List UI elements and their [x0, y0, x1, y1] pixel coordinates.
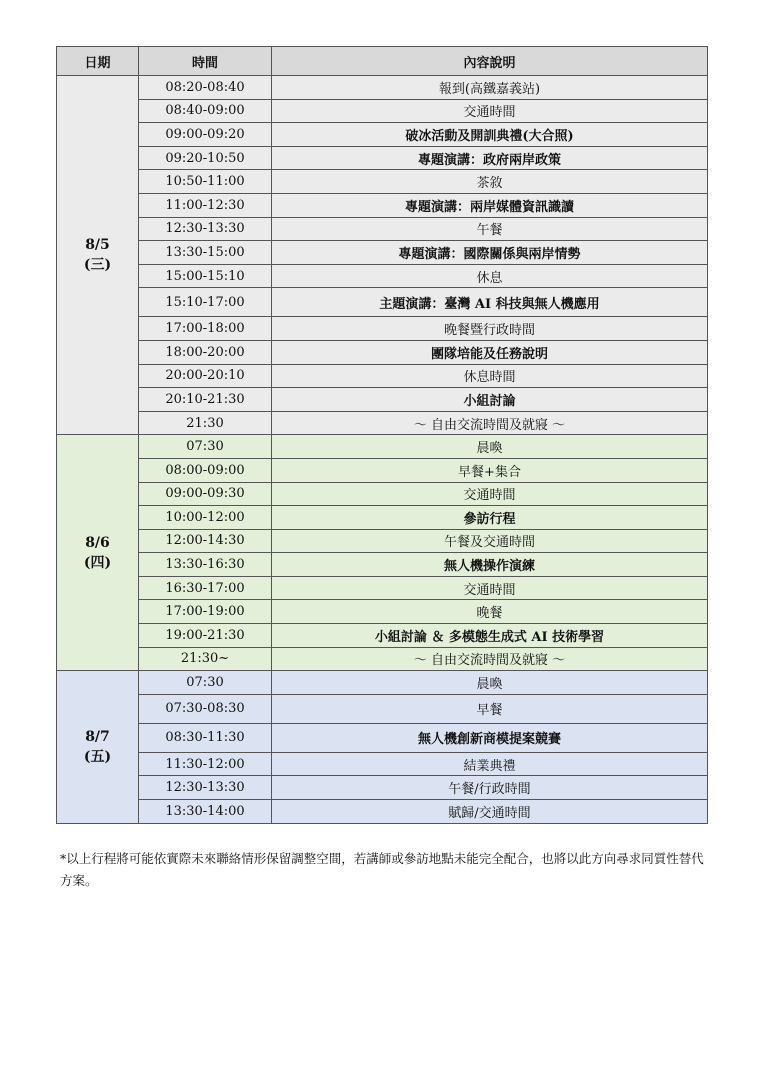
weekday-label: (五)	[83, 748, 112, 765]
time-cell: 12:30-13:30	[139, 217, 272, 241]
table-row	[57, 99, 708, 123]
content-cell: ～ 自由交流時間及就寢 ～	[272, 647, 708, 671]
time-cell: 19:00-21:30	[139, 624, 272, 648]
time-cell: 11:00-12:30	[139, 193, 272, 217]
table-row	[57, 76, 708, 100]
content-cell: 破冰活動及開訓典禮(大合照)	[272, 123, 708, 147]
table-row	[57, 317, 708, 341]
table-row	[57, 647, 708, 671]
time-cell: 21:30~	[139, 647, 272, 671]
table-row	[57, 123, 708, 147]
table-row	[57, 576, 708, 600]
date-label: 8/6	[85, 534, 110, 551]
content-cell: 參訪行程	[272, 506, 708, 530]
table-row	[57, 529, 708, 553]
time-cell: 20:00-20:10	[139, 364, 272, 388]
schedule-body	[57, 76, 708, 824]
time-cell: 12:00-14:30	[139, 529, 272, 553]
time-cell: 08:20-08:40	[139, 76, 272, 100]
table-row	[57, 600, 708, 624]
time-cell: 20:10-21:30	[139, 388, 272, 412]
time-cell: 10:50-11:00	[139, 170, 272, 194]
date-cell	[57, 435, 139, 671]
weekday-label: (四)	[83, 554, 112, 571]
table-row	[57, 752, 708, 776]
content-cell: 午餐/行政時間	[272, 776, 708, 800]
time-cell: 12:30-13:30	[139, 776, 272, 800]
time-cell: 21:30	[139, 411, 272, 435]
content-cell: 晚餐	[272, 600, 708, 624]
table-row	[57, 624, 708, 648]
content-cell: 專題演講：國際關係與兩岸情勢	[272, 241, 708, 265]
schedule-table	[56, 46, 708, 824]
time-cell: 07:30	[139, 671, 272, 695]
date-label: 8/5	[85, 237, 110, 254]
time-cell: 17:00-19:00	[139, 600, 272, 624]
time-cell: 08:00-09:00	[139, 458, 272, 482]
time-cell: 13:30-15:00	[139, 241, 272, 265]
table-row	[57, 435, 708, 459]
table-row	[57, 553, 708, 577]
content-cell: 茶敘	[272, 170, 708, 194]
content-cell: 小組討論 ＆ 多模態生成式 AI 技術學習	[272, 624, 708, 648]
content-cell: 晚餐暨行政時間	[272, 317, 708, 341]
time-cell: 15:10-17:00	[139, 288, 272, 317]
weekday-label: (三)	[83, 257, 112, 274]
time-cell: 15:00-15:10	[139, 264, 272, 288]
table-row	[57, 288, 708, 317]
content-cell: 交通時間	[272, 482, 708, 506]
table-row	[57, 482, 708, 506]
table-row	[57, 506, 708, 530]
content-cell: 休息	[272, 264, 708, 288]
content-cell: 晨喚	[272, 435, 708, 459]
date-label: 8/7	[85, 728, 110, 745]
table-row	[57, 800, 708, 824]
table-row	[57, 264, 708, 288]
table-row	[57, 146, 708, 170]
content-cell: 專題演講：兩岸媒體資訊識讀	[272, 193, 708, 217]
content-cell: 休息時間	[272, 364, 708, 388]
header-content: 內容說明	[272, 47, 708, 76]
time-cell: 09:00-09:20	[139, 123, 272, 147]
content-cell: 報到(高鐵嘉義站)	[272, 76, 708, 100]
table-row	[57, 170, 708, 194]
content-cell: 交通時間	[272, 99, 708, 123]
date-cell	[57, 76, 139, 435]
table-row	[57, 458, 708, 482]
table-row	[57, 364, 708, 388]
content-cell: 無人機創新商模提案競賽	[272, 723, 708, 752]
content-cell: 無人機操作演練	[272, 553, 708, 577]
content-cell: 早餐	[272, 694, 708, 723]
time-cell: 07:30	[139, 435, 272, 459]
content-cell: 早餐+集合	[272, 458, 708, 482]
footnote: *以上行程將可能依實際未來聯絡情形保留調整空間，若講師或參訪地點未能完全配合，也將以此方向尋求同質性替代方案。	[60, 851, 704, 888]
content-cell: 午餐	[272, 217, 708, 241]
time-cell: 10:00-12:00	[139, 506, 272, 530]
time-cell: 08:40-09:00	[139, 99, 272, 123]
content-cell: 專題演講：政府兩岸政策	[272, 146, 708, 170]
table-row	[57, 340, 708, 364]
time-cell: 13:30-14:00	[139, 800, 272, 824]
content-cell: 賦歸/交通時間	[272, 800, 708, 824]
content-cell: 團隊培能及任務說明	[272, 340, 708, 364]
time-cell: 17:00-18:00	[139, 317, 272, 341]
header-date: 日期	[57, 47, 139, 76]
content-cell: 小組討論	[272, 388, 708, 412]
content-cell: 交通時間	[272, 576, 708, 600]
time-cell: 08:30-11:30	[139, 723, 272, 752]
content-cell: ～ 自由交流時間及就寢 ～	[272, 411, 708, 435]
time-cell: 13:30-16:30	[139, 553, 272, 577]
table-row	[57, 241, 708, 265]
time-cell: 11:30-12:00	[139, 752, 272, 776]
table-header-row	[57, 47, 708, 76]
time-cell: 09:20-10:50	[139, 146, 272, 170]
time-cell: 07:30-08:30	[139, 694, 272, 723]
table-row	[57, 193, 708, 217]
content-cell: 午餐及交通時間	[272, 529, 708, 553]
table-row	[57, 411, 708, 435]
table-row	[57, 217, 708, 241]
time-cell: 18:00-20:00	[139, 340, 272, 364]
table-row	[57, 776, 708, 800]
content-cell: 結業典禮	[272, 752, 708, 776]
table-row	[57, 671, 708, 695]
date-cell	[57, 671, 139, 823]
time-cell: 09:00-09:30	[139, 482, 272, 506]
content-cell: 主題演講：臺灣 AI 科技與無人機應用	[272, 288, 708, 317]
header-time: 時間	[139, 47, 272, 76]
table-row	[57, 388, 708, 412]
table-row	[57, 694, 708, 723]
time-cell: 16:30-17:00	[139, 576, 272, 600]
content-cell: 晨喚	[272, 671, 708, 695]
table-row	[57, 723, 708, 752]
